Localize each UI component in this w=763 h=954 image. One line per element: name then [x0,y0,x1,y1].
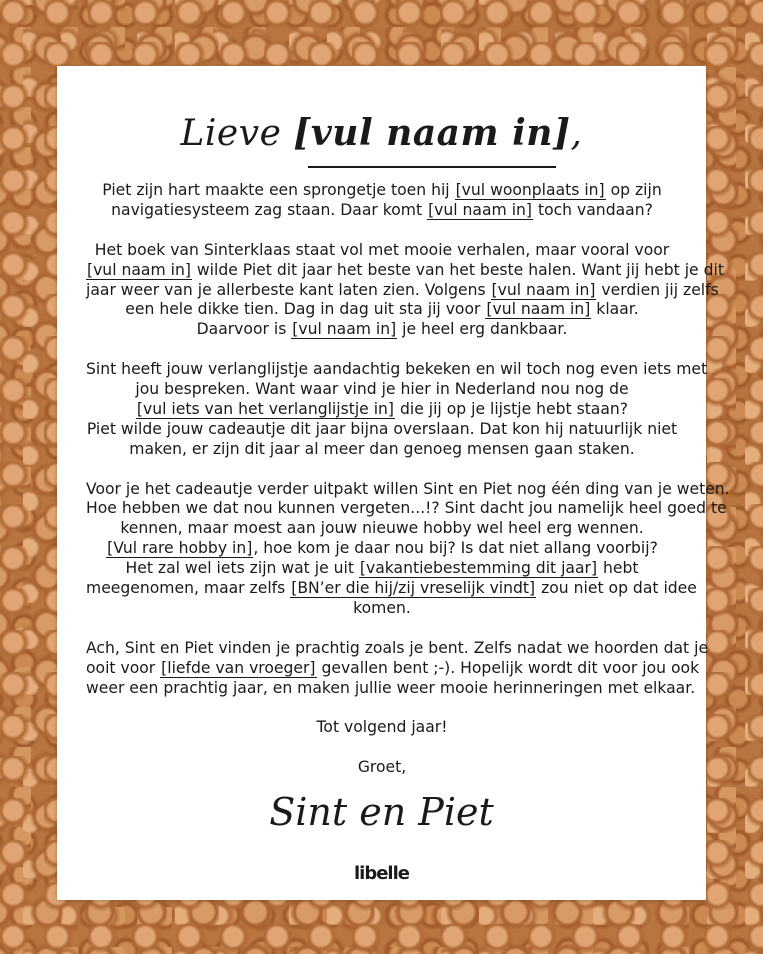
salutation-prefix: Lieve [180,113,282,154]
letter-line [86,499,727,519]
letter-text: op zijn [605,181,662,199]
letter-line [86,559,678,579]
salutation-underline [308,166,556,168]
letter-paragraph [86,638,709,699]
letter-body [86,181,730,798]
letter-line [86,579,697,599]
letter-text: ooit voor [86,658,161,677]
letter-text: Sint heeft jouw verlanglijstje aandachtig bekeken en wil toch nog even iets met [86,360,708,379]
letter-text: Daarvoor is [196,320,292,339]
letter-paragraph [86,360,708,460]
letter-text: Piet wilde jouw cadeautje dit jaar bijna overslaan. Dat kon hij natuurlijk niet [86,419,678,438]
letter-text: gevallen bent ;-). Hopelijk wordt dit voor jou ook [316,658,700,677]
letter-line [86,280,719,301]
letter-text: je heel erg dankbaar. [397,320,568,339]
fill-in-placeholder: [vul woonplaats in] [455,181,605,199]
fill-in-placeholder: [Vul rare hobby in] [107,539,253,558]
letter-text: , hoe kom je daar nou bij? Is dat niet allang voorbij? [253,539,658,558]
letter-text: jaar weer van je allerbeste kant laten zien. Volgens [86,280,491,299]
letter-text: die jij op je lijstje hebt staan? [395,399,629,418]
salutation-name-placeholder: [vul naam in] [293,112,571,154]
letter-text: wilde Piet dit jaar het beste van het beste halen. Want jij hebt je dit [191,260,724,279]
fill-in-placeholder: [BN’er die hij/zij vreselijk vindt] [291,579,536,598]
salutation-heading [0,112,763,154]
letter-text: Het boek van Sinterklaas staat vol met mooie verhalen, maar vooral voor [94,240,670,259]
letter-text: komen. [353,598,411,617]
letter-text: Groet, [357,758,407,777]
letter-text: kennen, maar moest aan jouw nieuwe hobby wel heel erg wennen. [120,519,644,538]
letter-text: maken, er zijn dit jaar al meer dan genoeg mensen gaan staken. [129,439,635,458]
letter-text: Piet zijn hart maakte een sprongetje toen hij [102,181,455,199]
letter-line [86,420,678,440]
letter-text: jou bespreken. Want waar vind je hier in Nederland nou nog de [135,380,629,399]
letter-paragraph [86,181,678,221]
letter-text: klaar. [591,300,639,319]
letter-line [86,718,678,738]
letter-text: weer een prachtig jaar, en maken jullie weer mooie herinneringen met elkaar. [86,678,696,697]
letter-line [86,758,678,778]
letter-text: Hoe hebben we dat nou kunnen vergeten...!? Sint dacht jou namelijk heel goed te [86,499,727,518]
letter-text: meegenomen, maar zelfs [86,579,291,598]
fill-in-placeholder: [vul naam in] [428,200,532,219]
letter-text: Voor je het cadeautje verder uitpakt willen Sint en Piet nog één ding van je weten. [86,479,730,498]
letter-text: navigatiesysteem zag staan. Daar komt [111,200,428,219]
letter-text: Ach, Sint en Piet vinden je prachtig zoals je bent. Zelfs nadat we hoorden dat je [86,638,709,657]
letter-text: toch vandaan? [533,200,653,219]
fill-in-placeholder: [vul iets van het verlanglijstje in] [136,399,395,418]
letter-paragraph [86,718,678,738]
letter-line [86,599,678,619]
fill-in-placeholder: [vul naam in] [486,300,591,319]
fill-in-placeholder: [liefde van vroeger] [161,658,316,677]
letter-line [86,201,678,221]
salutation-suffix: , [570,113,583,154]
letter-text: verdien jij zelfs [596,280,719,299]
brand-logo: libelle [354,863,409,884]
letter-line [86,300,678,320]
letter-line [86,260,724,281]
letter-paragraph [86,758,678,778]
letter-line [86,638,709,659]
letter-paragraph [86,240,724,341]
letter-line [86,678,696,699]
letter-line [86,400,678,420]
letter-text: hebt [598,559,639,578]
letter-paragraph [86,479,730,619]
letter-text: Het zal wel iets zijn wat je uit [125,559,359,578]
letter-text: Tot volgend jaar! [316,718,448,737]
letter-text: een hele dikke tien. Dag in dag uit sta jij voor [125,300,486,319]
fill-in-placeholder: [vakantiebestemming dit jaar] [359,559,598,578]
fill-in-placeholder: [vul naam in] [292,320,397,339]
letter-line [86,479,730,500]
letter-line [86,380,678,400]
signature: Sint en Piet [269,790,494,834]
letter-text: zou niet op dat idee [536,579,697,598]
letter-line [86,519,678,539]
letter-line [86,241,678,261]
letter-line [86,658,700,679]
letter-line [86,320,678,340]
letter-line [86,181,678,201]
letter-line [86,360,708,380]
letter-line [86,539,678,559]
letter-line [86,440,678,460]
fill-in-placeholder: [vul naam in] [87,260,191,279]
fill-in-placeholder: [vul naam in] [491,280,596,299]
